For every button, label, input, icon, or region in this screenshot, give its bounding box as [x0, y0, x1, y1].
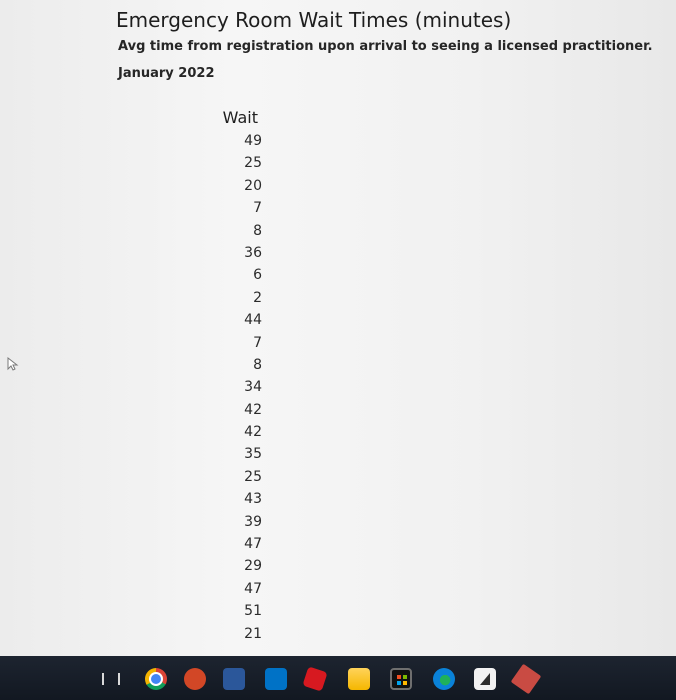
page-title: Emergency Room Wait Times (minutes): [116, 8, 512, 32]
wait-cell: 20: [244, 177, 262, 194]
chrome-icon[interactable]: [145, 668, 167, 690]
wait-cell: 42: [244, 424, 262, 441]
word-icon[interactable]: [223, 668, 245, 690]
mouse-pointer-icon: [6, 357, 20, 371]
wait-cell: 7: [253, 334, 262, 351]
store-icon[interactable]: [390, 668, 412, 690]
wait-cell: 21: [244, 625, 262, 642]
edge-icon[interactable]: [433, 668, 455, 690]
taskbar: [0, 656, 676, 700]
wait-cell: 47: [244, 536, 262, 553]
wait-cell: 47: [244, 580, 262, 597]
wait-times-column: [200, 106, 266, 645]
wait-cell: 29: [244, 558, 262, 575]
wait-cell: 8: [253, 356, 262, 373]
folder-icon[interactable]: [348, 668, 370, 690]
wait-column-header: Wait: [222, 108, 258, 127]
wait-cell: 25: [244, 468, 262, 485]
wait-cell: 44: [244, 312, 262, 329]
page-subtitle: Avg time from registration upon arrival to seeing a licensed practitioner.: [118, 39, 653, 54]
report-date: January 2022: [118, 66, 215, 81]
wait-cell: 7: [253, 200, 262, 217]
wait-cell: 2: [253, 289, 262, 306]
powerpoint-icon[interactable]: [184, 668, 206, 690]
task-view-icon[interactable]: [102, 673, 120, 685]
tool-icon[interactable]: [511, 664, 542, 695]
wait-cell: 25: [244, 155, 262, 172]
wait-cell: 42: [244, 401, 262, 418]
wait-cell: 49: [244, 133, 262, 149]
wait-cell: 6: [253, 267, 262, 284]
red-app-icon[interactable]: [302, 666, 327, 691]
outlook-icon[interactable]: [265, 668, 287, 690]
wait-cell: 43: [244, 491, 262, 508]
kindle-icon[interactable]: [474, 668, 496, 690]
wait-cell: 34: [244, 379, 262, 396]
wait-cell: 8: [253, 222, 262, 239]
wait-cell: 35: [244, 446, 262, 463]
wait-cell: 36: [244, 244, 262, 261]
wait-cell: 51: [244, 603, 262, 620]
wait-cell: 39: [244, 513, 262, 530]
